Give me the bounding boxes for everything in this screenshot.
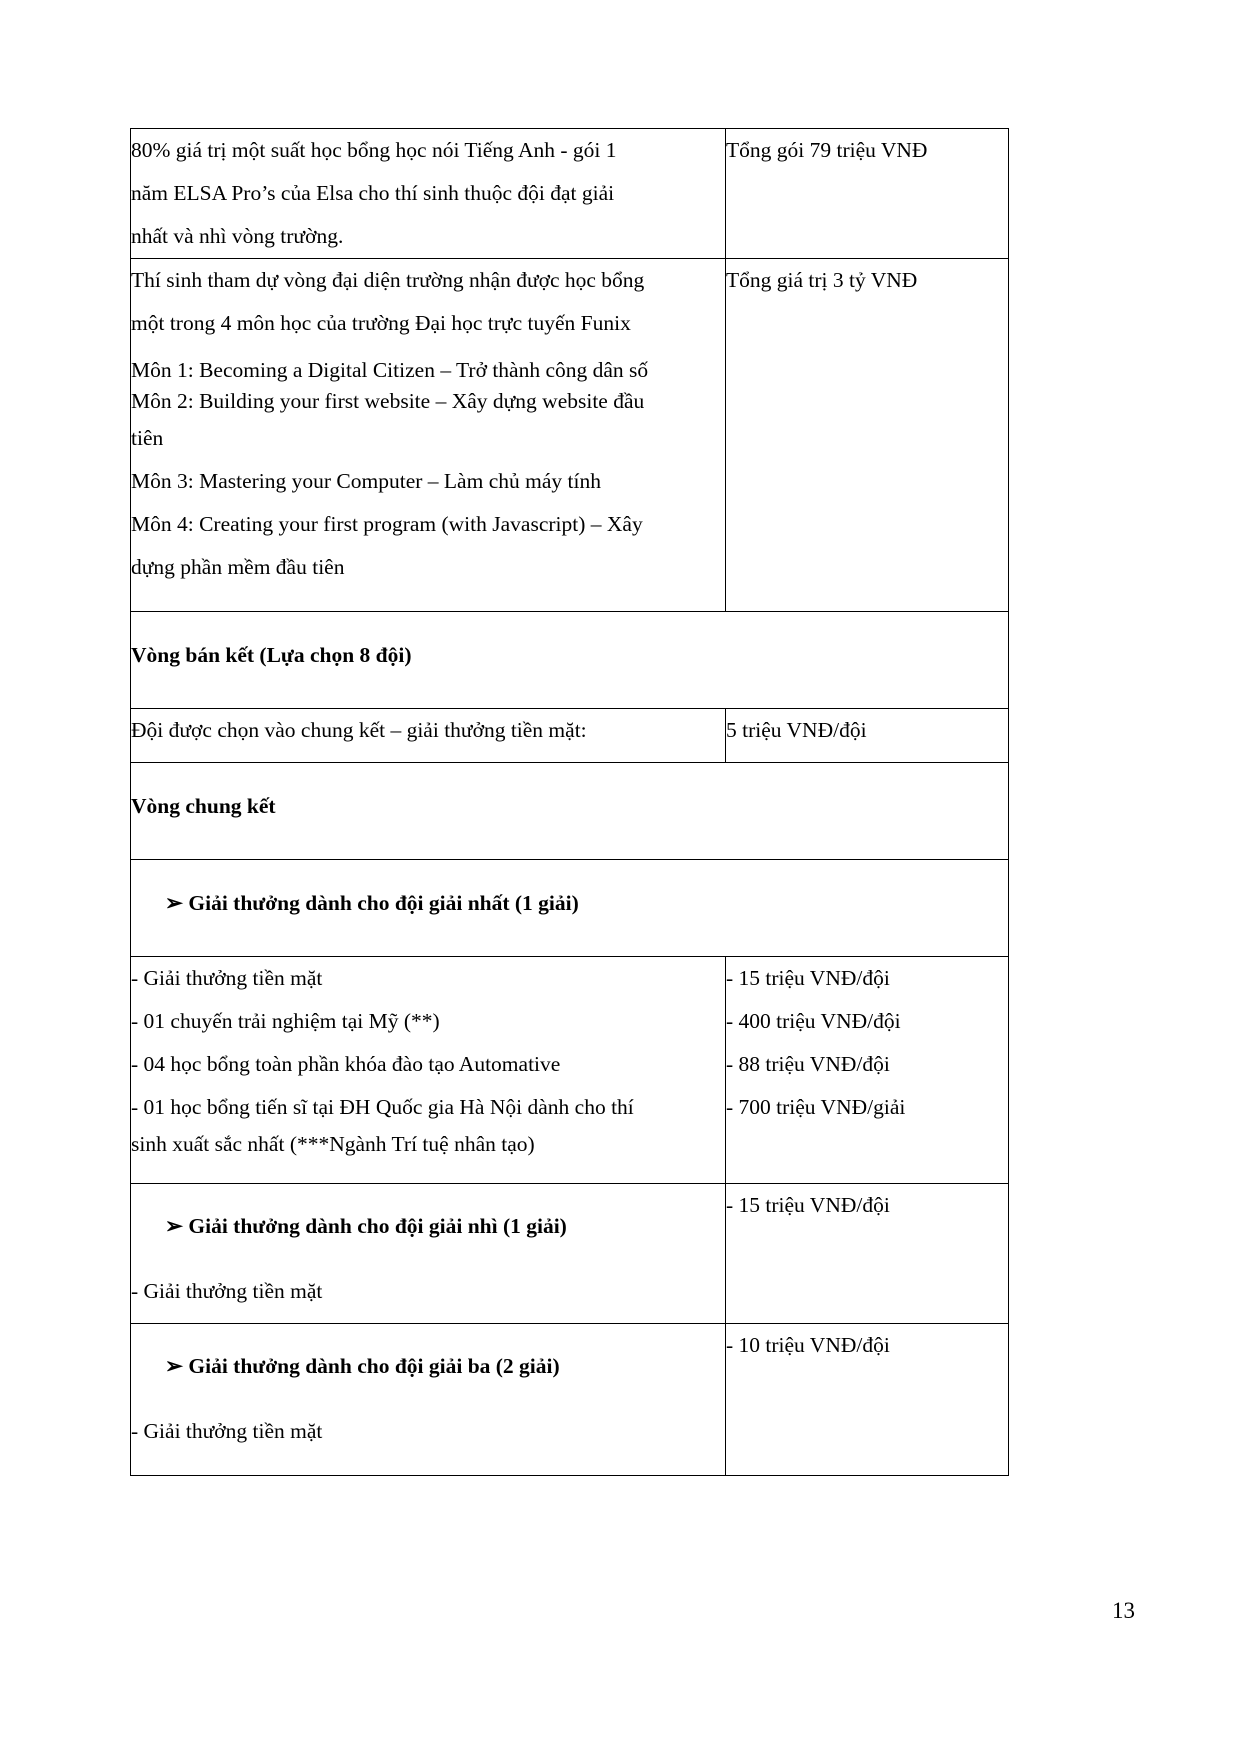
prize-table <box>130 128 1009 1476</box>
text-line: dựng phần mềm đầu tiên <box>131 555 345 580</box>
text-line: nhất và nhì vòng trường. <box>131 224 344 248</box>
final-header-cell <box>131 763 1009 860</box>
spacer <box>131 345 725 355</box>
spacer <box>131 1313 725 1323</box>
second-prize-description-cell <box>131 1183 726 1323</box>
text-line: - 88 triệu VNĐ/đội <box>726 1052 890 1077</box>
first-prize-heading <box>131 882 1008 925</box>
text-line: Môn 1: Becoming a Digital Citizen – Trở thành công dân số <box>131 358 649 382</box>
text-line: - 04 học bổng toàn phần khóa đào tạo Automative <box>131 1052 561 1077</box>
arrow-bullet-icon: ➢ <box>165 1214 184 1239</box>
first-prize-header-cell <box>131 860 1009 957</box>
text-line: năm ELSA Pro’s của Elsa cho thí sinh thuộc đội đạt giải <box>131 181 615 205</box>
table-row <box>131 1183 1009 1323</box>
table-row <box>131 860 1009 957</box>
first-prize-values-cell <box>726 957 1009 1183</box>
table-row <box>131 709 1009 763</box>
text-line: 80% giá trị một suất học bổng học nói Tiếng Anh - gói 1 <box>131 138 617 162</box>
heading-text: Giải thưởng dành cho đội giải nhất (1 giải) <box>188 890 579 915</box>
third-prize-heading <box>131 1345 725 1388</box>
text-line: Đội được chọn vào chung kết – giải thưởng tiền mặt: <box>131 718 587 743</box>
spacer <box>131 752 725 762</box>
table-row <box>131 129 1009 259</box>
text-line: - 10 triệu VNĐ/đội <box>726 1332 890 1357</box>
arrow-bullet-icon: ➢ <box>165 890 184 915</box>
text-line: tiên <box>131 426 164 451</box>
text-line: Môn 3: Mastering your Computer – Làm chủ máy tính <box>131 469 601 494</box>
text-line: - 01 học bổng tiến sĩ tại ĐH Quốc gia Hà Nội dành cho thí <box>131 1095 634 1120</box>
spacer <box>131 1161 725 1183</box>
section-heading: Vòng chung kết <box>131 793 276 818</box>
text-line: - Giải thưởng tiền mặt <box>131 966 323 991</box>
text-line: - 700 triệu VNĐ/giải <box>726 1095 906 1120</box>
funix-description-cell <box>131 259 726 612</box>
text-line: - 15 triệu VNĐ/đội <box>726 966 890 991</box>
text-line: - Giải thưởng tiền mặt <box>131 1278 323 1303</box>
spacer <box>131 849 1008 859</box>
page-number: 13 <box>1112 1598 1135 1623</box>
spacer <box>131 946 1008 956</box>
funix-value-cell <box>726 259 1009 612</box>
semifinal-cash-value-cell <box>726 709 1009 763</box>
section-heading: Vòng bán kết (Lựa chọn 8 đội) <box>131 642 412 667</box>
third-prize-value-cell <box>726 1323 1009 1475</box>
text-line: Môn 2: Building your first website – Xây dựng website đầu <box>131 389 645 414</box>
text-line: Thí sinh tham dự vòng đại diện trường nhận được học bổng <box>131 268 645 292</box>
text-line: sinh xuất sắc nhất (***Ngành Trí tuệ nhân tạo) <box>131 1132 535 1157</box>
second-prize-value-cell <box>726 1183 1009 1323</box>
first-prize-items-cell <box>131 957 726 1183</box>
spacer <box>131 589 725 611</box>
spacer <box>131 698 1008 708</box>
text-line: - Giải thưởng tiền mặt <box>131 1418 323 1443</box>
elsa-value-cell <box>726 129 1009 259</box>
heading-text: Giải thưởng dành cho đội giải ba (2 giải) <box>188 1354 560 1379</box>
third-prize-description-cell <box>131 1323 726 1475</box>
text-line: - 01 chuyến trải nghiệm tại Mỹ (**) <box>131 1009 440 1034</box>
text-line: một trong 4 môn học của trường Đại học trực tuyến Funix <box>131 311 631 335</box>
spacer <box>131 1453 725 1475</box>
table-row <box>131 1323 1009 1475</box>
semifinal-header-cell <box>131 612 1009 709</box>
arrow-bullet-icon: ➢ <box>165 1354 184 1379</box>
text-line: Môn 4: Creating your first program (with Javascript) – Xây <box>131 512 643 537</box>
table-row <box>131 763 1009 860</box>
second-prize-heading <box>131 1205 725 1248</box>
text-line: - 400 triệu VNĐ/đội <box>726 1009 901 1034</box>
text-line: Tổng gói 79 triệu VNĐ <box>726 138 928 162</box>
table-row <box>131 259 1009 612</box>
elsa-description-cell <box>131 129 726 259</box>
semifinal-cash-description-cell <box>131 709 726 763</box>
table-row <box>131 957 1009 1183</box>
table-row <box>131 612 1009 709</box>
text-line: - 15 triệu VNĐ/đội <box>726 1192 890 1217</box>
heading-text: Giải thưởng dành cho đội giải nhì (1 giải) <box>188 1214 567 1239</box>
text-line: Tổng giá trị 3 tỷ VNĐ <box>726 268 918 292</box>
text-line: 5 triệu VNĐ/đội <box>726 718 867 743</box>
